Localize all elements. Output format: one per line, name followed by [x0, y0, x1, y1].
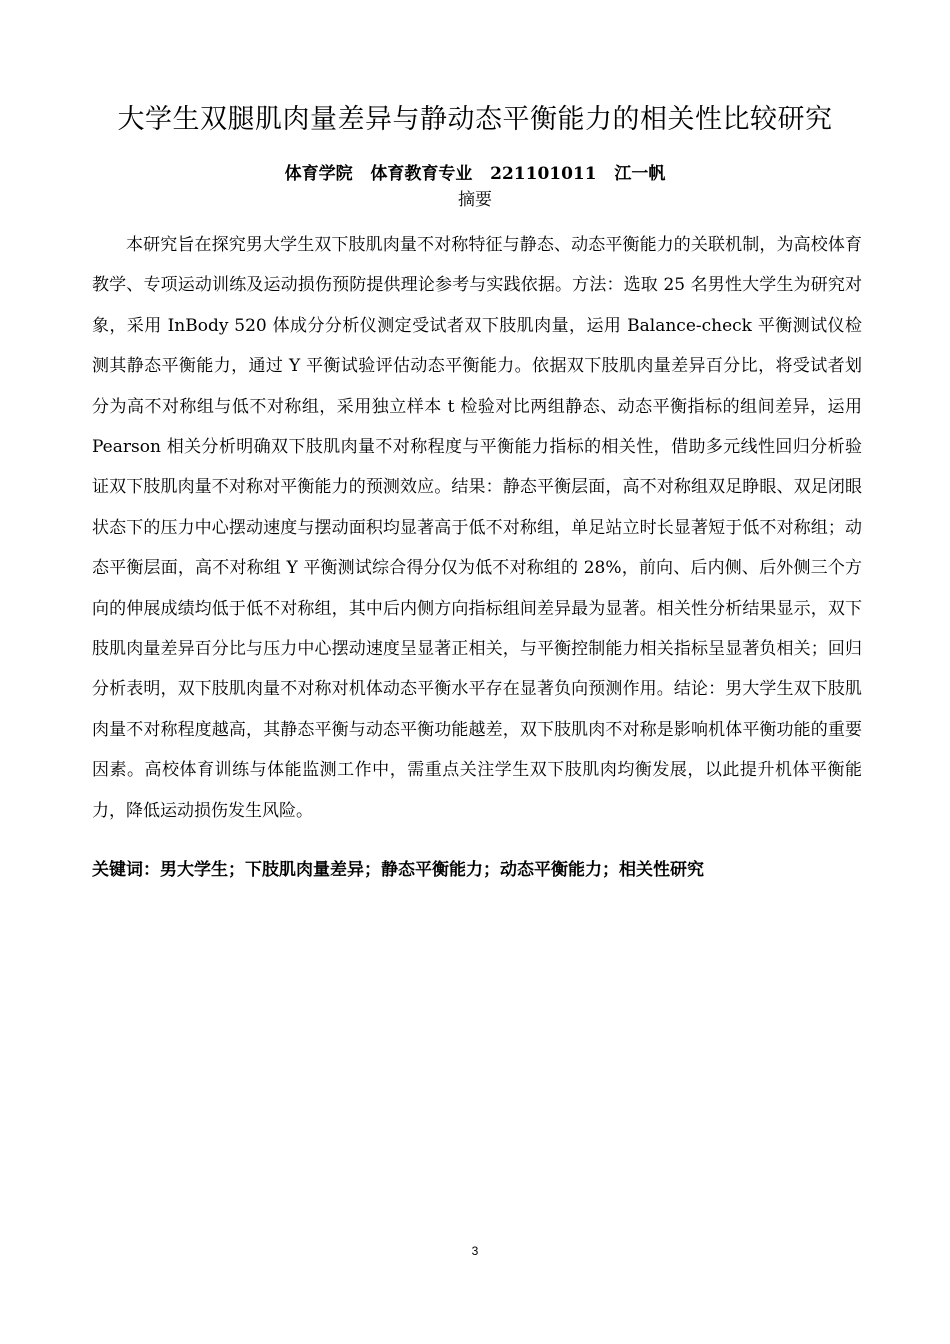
page-number: 3 — [471, 1244, 479, 1258]
keywords: 关键词：男大学生；下肢肌肉量差异；静态平衡能力；动态平衡能力；相关性研究 — [92, 860, 704, 880]
abstract-body: 本研究旨在探究男大学生双下肢肌肉量不对称特征与静态、动态平衡能力的关联机制，为高校体育教学、专项运动训练及运动损伤预防提供理论参考与实践依据。方法：选取 25 名男性大学生为研究对象，采用 InBody 520 体成分分析仪测定受试者双下肢肌肉量，运用 Balance-check 平衡测试仪检测其静态平衡能力，通过 Y 平衡试验评估动态平衡能力。依据双下肢肌肉量差异百分比，将受试者划分为高不对称组与低不对称组，采用独立样本 t 检验对比两组静态、动态平衡指标的组间差异，运用 Pearson 相关分析明确双下肢肌肉量不对称程度与平衡能力指标的相关性，借助多元线性回归分析验证双下肢肌肉量不对称对平衡能力的预测效应。结果：静态平衡层面，高不对称组双足睁眼、双足闭眼状态下的压力中心摆动速度与摆动面积均显著高于低不对称组，单足站立时长显著短于低不对称组；动态平衡层面，高不对称组 Y 平衡测试综合得分仅为低不对称组的 28%，前向、后内侧、后外侧三个方向的伸展成绩均低于低不对称组，其中后内侧方向指标组间差异最为显著。相关性分析结果显示，双下肢肌肉量差异百分比与压力中心摆动速度呈显著正相关，与平衡控制能力相关指标呈显著负相关；回归分析表明，双下肢肌肉量不对称对机体动态平衡水平存在显著负向预测作用。结论：男大学生双下肢肌肉量不对称程度越高，其静态平衡与动态平衡功能越差，双下肢肌肉不对称是影响机体平衡功能的重要因素。高校体育训练与体能监测工作中，需重点关注学生双下肢肌肉均衡发展，以此提升机体平衡能力，降低运动损伤发生风险。 — [92, 235, 862, 821]
paper-title: 大学生双腿肌肉量差异与静动态平衡能力的相关性比较研究 — [117, 104, 833, 135]
author-byline: 体育学院 体育教育专业 221101011 江一帆 — [284, 164, 666, 184]
abstract-heading: 摘要 — [458, 190, 492, 210]
